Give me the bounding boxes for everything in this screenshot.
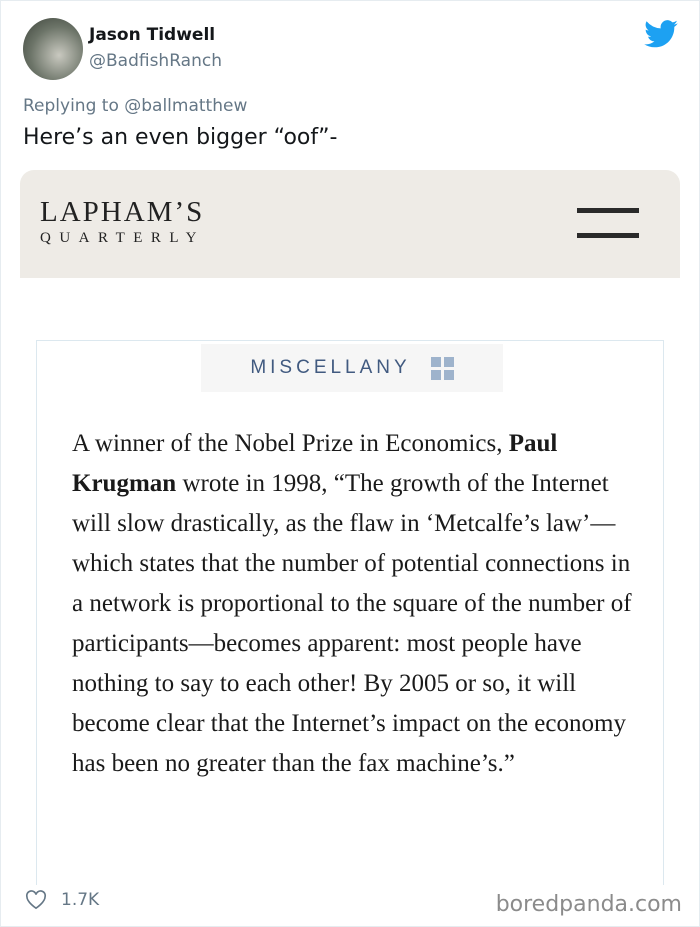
section-label bbox=[201, 344, 503, 392]
like-button[interactable] bbox=[25, 890, 99, 910]
avatar[interactable] bbox=[23, 18, 83, 80]
laphams-header bbox=[20, 170, 680, 278]
quote-author: Paul Krugman bbox=[72, 430, 558, 497]
twitter-bird-icon bbox=[644, 20, 678, 48]
logo-title: LAPHAM’S bbox=[40, 196, 205, 228]
grid-icon bbox=[431, 357, 454, 380]
author-handle[interactable]: @BadfishRanch bbox=[89, 51, 222, 71]
heart-icon bbox=[25, 890, 47, 910]
logo-subtitle: QUARTERLY bbox=[40, 230, 205, 246]
watermark: boredpanda.com bbox=[495, 892, 682, 917]
tweet-text: Here’s an even bigger “oof”- bbox=[23, 125, 338, 150]
quote-text bbox=[72, 424, 642, 784]
quote-body: wrote in 1998, “The growth of the Internet will slow drastically, as the flaw in ‘Metcalfe’s law’—which states that the number of potential connections in a network is proportional to the square of the number of participants—becomes apparent: most people have nothing to say to each other! By 2005 or so, it will become clear that the Internet’s impact on the economy has been no greater than the fax machine’s.” bbox=[72, 470, 632, 777]
section-title: MISCELLANY bbox=[250, 357, 411, 378]
embedded-screenshot bbox=[20, 170, 680, 880]
article-box bbox=[36, 340, 664, 885]
author-name[interactable]: Jason Tidwell bbox=[89, 25, 216, 45]
replying-to[interactable]: Replying to @ballmatthew bbox=[23, 96, 248, 116]
quote-intro: A winner of the Nobel Prize in Economics, bbox=[72, 430, 509, 457]
hamburger-menu-icon[interactable] bbox=[577, 208, 639, 238]
like-count: 1.7K bbox=[61, 890, 100, 910]
